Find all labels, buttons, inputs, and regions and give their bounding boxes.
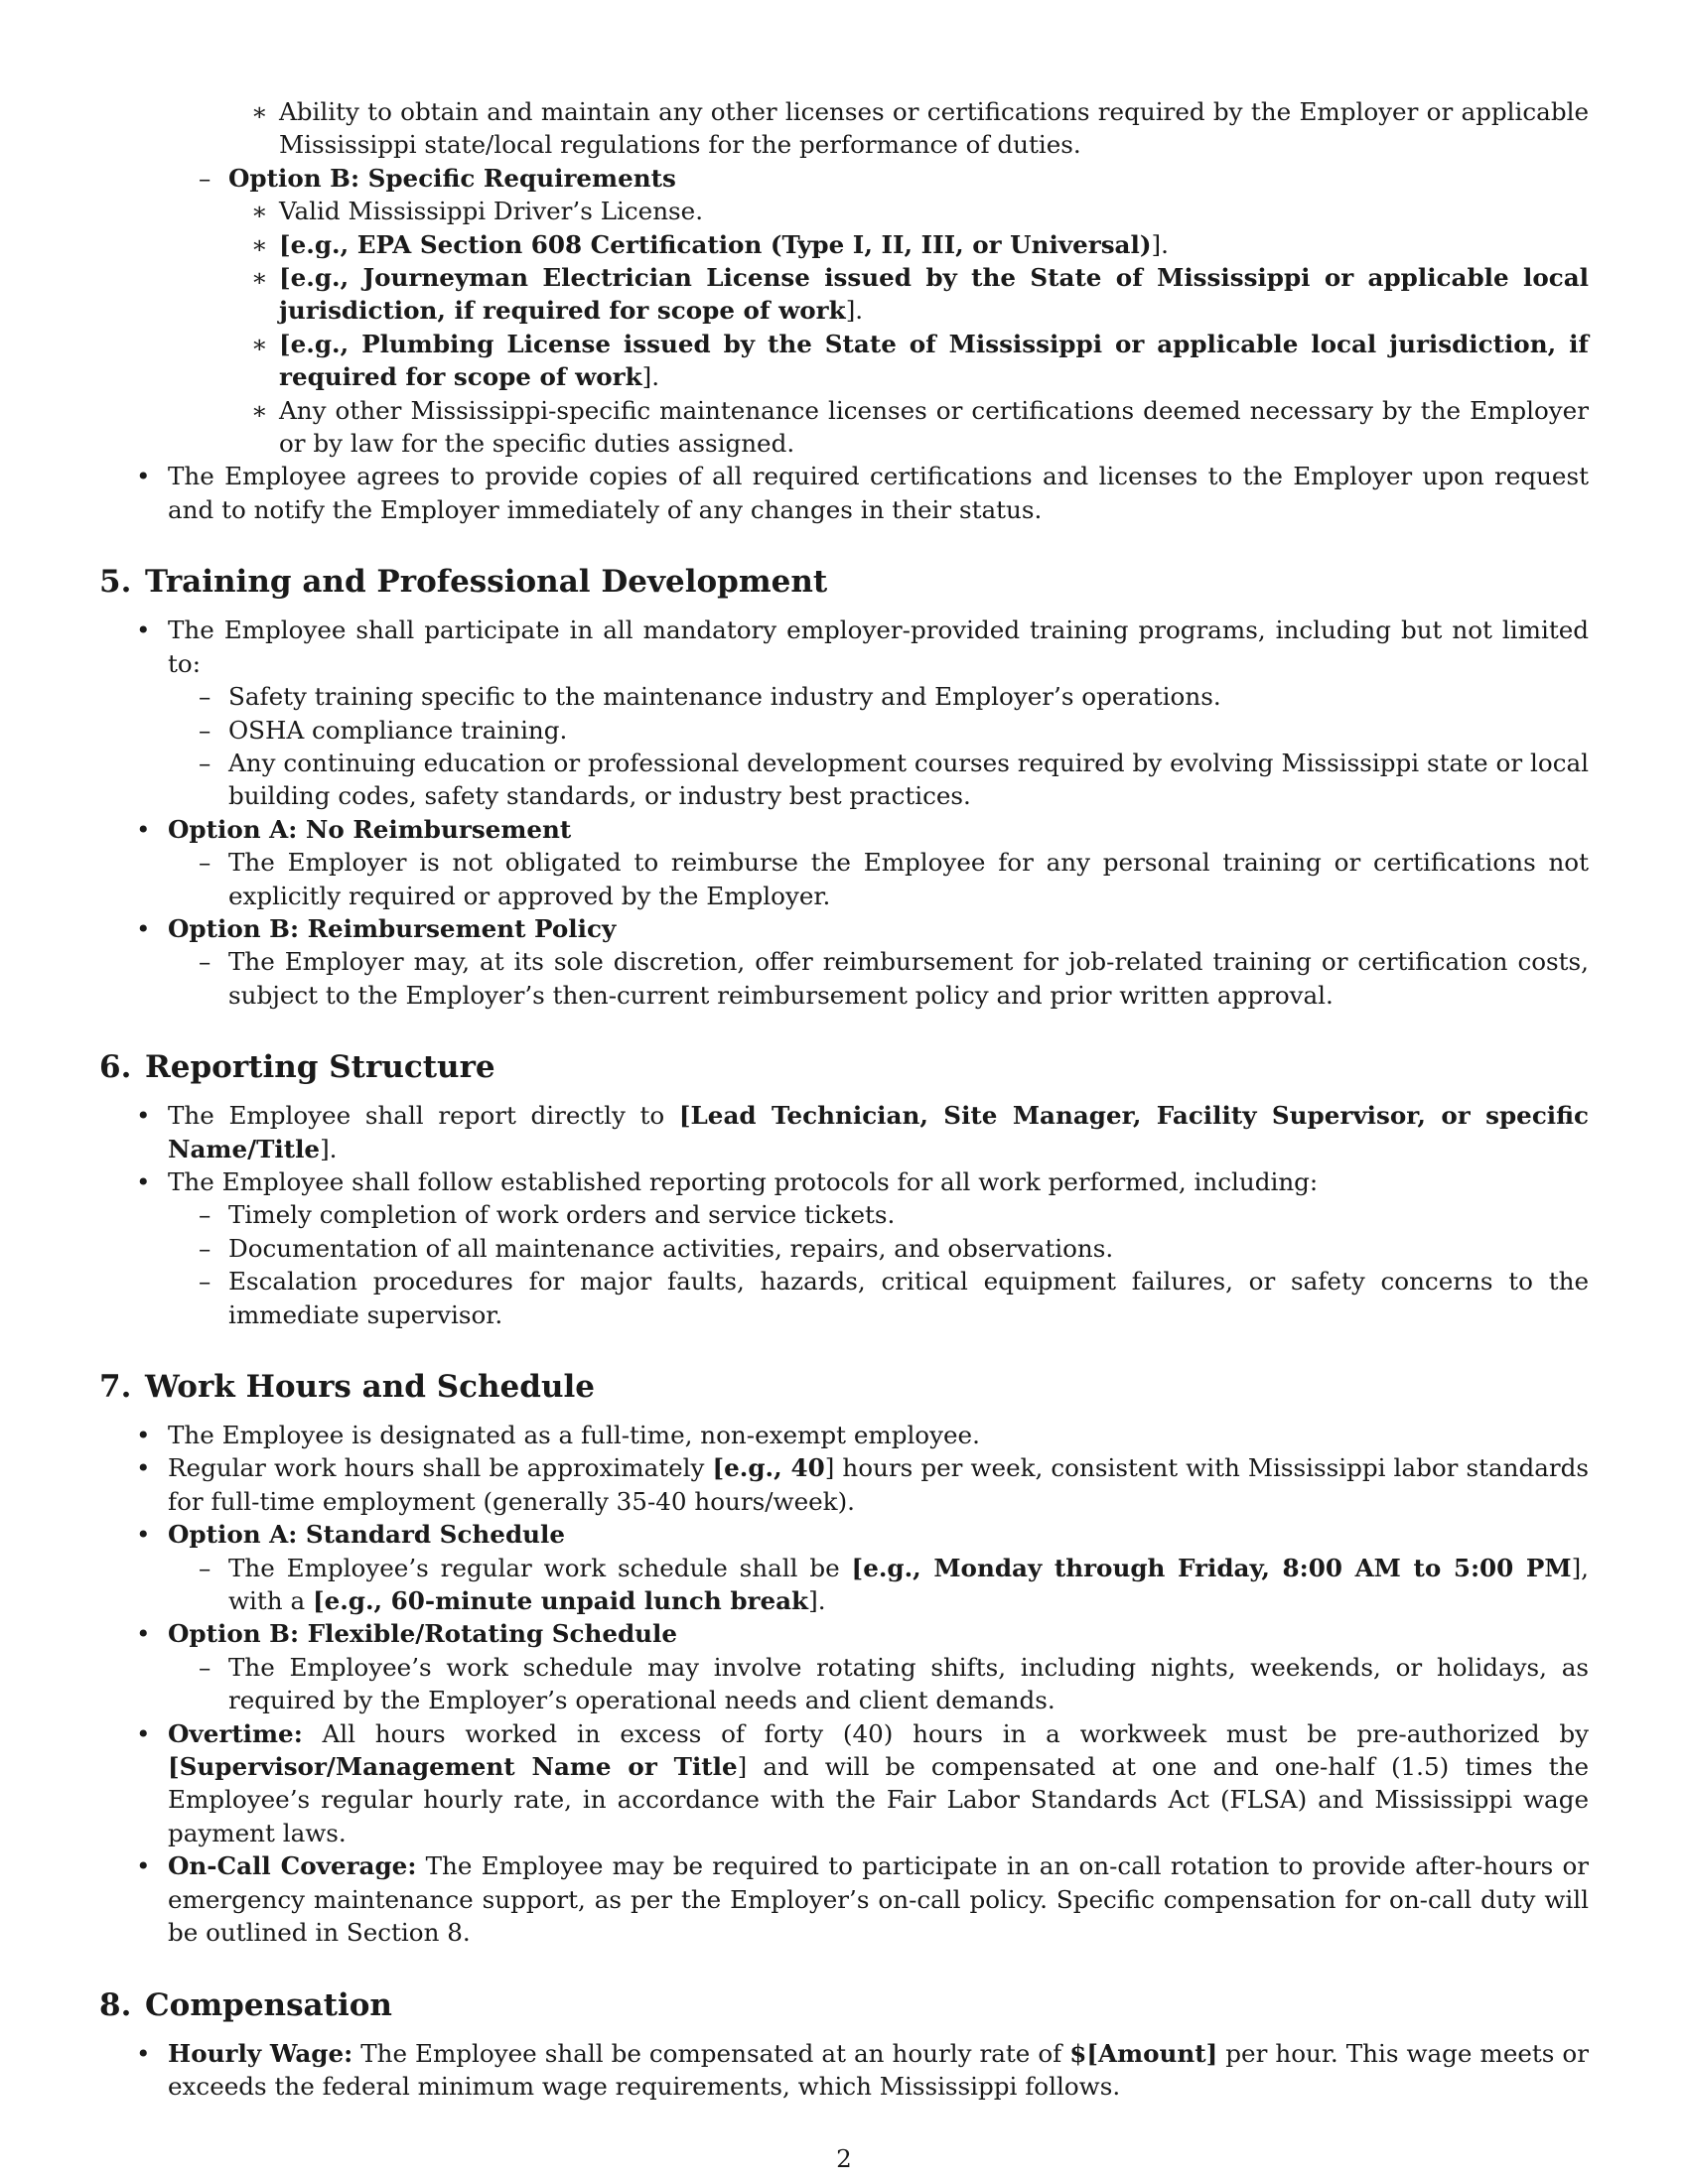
bullet: • [136, 615, 151, 645]
asterisk-bullet: ∗ [251, 197, 268, 226]
list-item [99, 912, 1589, 945]
option-a-heading: Option A: Standard Schedule [168, 1520, 566, 1550]
section-heading: 7. Work Hours and Schedule [99, 1369, 595, 1405]
list-item: ∗ Any other Mississippi-specific maintenance licenses or certifications deemed necessary by the Employer or by law for the specific duties assigned. [251, 395, 1589, 459]
dash-bullet: – [199, 163, 211, 193]
list-item: ∗ Ability to obtain and maintain any other licenses or certifications required by the Employer or applicable Mississippi state/local regulations for the performance of duties. [251, 97, 1589, 160]
section-title: Training and Professional Development [145, 564, 828, 601]
list-item: • The Employee shall report directly to [Lead Technician, Site Manager, Facility Supervisor, or specific Name/Title]. [136, 1101, 1589, 1163]
dash-bullet: – [199, 715, 211, 745]
bullet: • [136, 462, 151, 491]
list-item: • The Employee shall participate in all mandatory employer-provided training programs, including but not limited to: [136, 615, 1589, 678]
placeholder-overtime-approver: Supervisor/Management Name or Title [179, 1752, 738, 1782]
option-b-heading: Option B: Specific Requirements [228, 163, 676, 193]
dash-bullet: – [199, 1267, 211, 1297]
list-item: • The Employee agrees to provide copies of all required certifications and licenses to the Employer upon request and to notify the Employer immediately of any changes in their status. [136, 462, 1589, 524]
bullet: • [136, 1619, 151, 1649]
dash-bullet: – [199, 947, 211, 977]
section-heading: 5. Training and Professional Development [99, 564, 828, 601]
list-item: – Safety training specific to the maintenance industry and Employer’s operations. [99, 680, 1589, 713]
list-item: • The Employee is designated as a full-time, non-exempt employee. [99, 1419, 1589, 1451]
bullet: • [136, 1718, 151, 1748]
dash-bullet: – [199, 1233, 211, 1263]
document-page [99, 95, 1589, 2103]
list-item: ∗ Valid Mississippi Driver’s License. [99, 195, 1589, 227]
list-item: – The Employee’s regular work schedule shall be [e.g., Monday through Friday, 8:00 AM to 5:00 PM], with a [e.g., 60-minute unpaid lunch break]. [199, 1553, 1589, 1616]
list-item: ∗ [e.g., EPA Section 608 Certification (Type I, II, III, or Universal)]. [99, 228, 1589, 261]
section-title: Compensation [145, 1986, 392, 2023]
bullet: • [136, 1453, 151, 1483]
bullet: • [136, 913, 151, 943]
list-item: ∗ [e.g., Plumbing License issued by the State of Mississippi or applicable local jurisdiction, if required for scope of work]. [251, 329, 1589, 392]
asterisk-bullet: ∗ [251, 229, 268, 259]
dash-bullet: – [199, 848, 211, 878]
bullet: • [136, 1520, 151, 1550]
bullet: • [136, 1101, 151, 1131]
option-b-heading: Option B: Reimbursement Policy [168, 913, 617, 943]
bullet: • [136, 814, 151, 844]
dash-bullet: – [199, 1553, 211, 1582]
asterisk-bullet: ∗ [251, 263, 268, 293]
placeholder-electrician: e.g., Journeyman Electrician License issued by the State of Mississippi or applicable local jurisdiction, if required for scope of work [279, 263, 1589, 326]
section-title: Reporting Structure [145, 1049, 495, 1086]
dash-bullet: – [199, 748, 211, 777]
bullet: • [136, 2038, 151, 2068]
list-item: – Timely completion of work orders and service tickets. [99, 1198, 1589, 1231]
asterisk-bullet: ∗ [251, 395, 268, 425]
placeholder-lunch: e.g., 60-minute unpaid lunch break [324, 1586, 809, 1616]
list-item: – The Employer is not obligated to reimburse the Employee for any personal training or certifications not explicitly required or approved by the Employer. [199, 848, 1589, 910]
list-item: – OSHA compliance training. [99, 714, 1589, 747]
placeholder-plumbing: e.g., Plumbing License issued by the State of Mississippi or applicable local jurisdiction, if required for scope of work [279, 329, 1589, 392]
section-heading: 6. Reporting Structure [99, 1049, 495, 1086]
section-heading: 8. Compensation [99, 1986, 392, 2023]
page-number: 2 [836, 2144, 852, 2173]
list-item: – The Employee’s work schedule may involve rotating shifts, including nights, weekends, or holidays, as required by the Employer’s operational needs and client demands. [199, 1652, 1589, 1715]
oncall-label: On-Call Coverage: [168, 1851, 417, 1881]
list-item: • Regular work hours shall be approximately [e.g., 40] hours per week, consistent with Mississippi labor standards for full-time employment (generally 35-40 hours/week). [136, 1453, 1589, 1516]
list-item [99, 1518, 1589, 1551]
bullet: • [136, 1421, 151, 1449]
placeholder-amount: $[Amount] [1069, 2038, 1218, 2068]
wage-label: Hourly Wage: [168, 2038, 353, 2068]
list-item: – Escalation procedures for major faults, hazards, critical equipment failures, or safety concerns to the immediate supervisor. [199, 1267, 1589, 1329]
list-item: • The Employee shall follow established reporting protocols for all work performed, including: [99, 1165, 1589, 1198]
bullet: • [136, 1166, 151, 1196]
dash-bullet: – [199, 1200, 211, 1230]
option-a-heading: Option A: No Reimbursement [168, 814, 572, 844]
dash-bullet: – [199, 682, 211, 712]
overtime-label: Overtime: [168, 1718, 303, 1748]
bullet: • [136, 1851, 151, 1881]
list-item [99, 1617, 1589, 1650]
placeholder-schedule: e.g., Monday through Friday, 8:00 AM to 5:00 PM [863, 1553, 1572, 1582]
placeholder-epa: e.g., EPA Section 608 Certification (Type I, II, III, or Universal) [290, 229, 1152, 259]
list-item: – Any continuing education or professional development courses required by evolving Mississippi state or local building codes, safety standards, or industry best practices. [199, 748, 1589, 811]
list-item: • Hourly Wage: The Employee shall be compensated at an hourly rate of $[Amount] per hour. This wage meets or exceeds the federal minimum wage requirements, which Mississippi follows. [136, 2038, 1589, 2101]
section-title: Work Hours and Schedule [145, 1369, 595, 1405]
list-item: – The Employer may, at its sole discretion, offer reimbursement for job-related training or certification costs, subject to the Employer’s then-current reimbursement policy and prior written approval. [199, 947, 1589, 1010]
placeholder-supervisor: Lead Technician, Site Manager, Facility Supervisor, or specific Name/Title [168, 1101, 1589, 1163]
asterisk-bullet: ∗ [251, 329, 268, 358]
asterisk-bullet: ∗ [251, 97, 268, 126]
list-item: ∗ [e.g., Journeyman Electrician License issued by the State of Mississippi or applicable local jurisdiction, if required for scope of work]. [251, 263, 1589, 326]
list-item: • Overtime: All hours worked in excess of forty (40) hours in a workweek must be pre-authorized by [Supervisor/Management Name or Title] and will be compensated at one and one-half (1.5) times the Employee’s regular hourly rate, in accordance with the Fair Labor Standards Act (FLSA) and Mississippi wage payment laws. [136, 1718, 1589, 1847]
option-b-heading: Option B: Flexible/Rotating Schedule [168, 1619, 678, 1649]
list-item: – Documentation of all maintenance activities, repairs, and observations. [99, 1232, 1589, 1265]
list-item [99, 813, 1589, 846]
placeholder-hours: e.g., 40 [724, 1453, 825, 1483]
list-item: • On-Call Coverage: The Employee may be required to participate in an on-call rotation to provide after-hours or emergency maintenance support, as per the Employer’s on-call policy. Specific compensation for on-call duty will be outlined in Section 8. [136, 1851, 1590, 1948]
dash-bullet: – [199, 1652, 211, 1682]
list-item [99, 162, 1589, 195]
